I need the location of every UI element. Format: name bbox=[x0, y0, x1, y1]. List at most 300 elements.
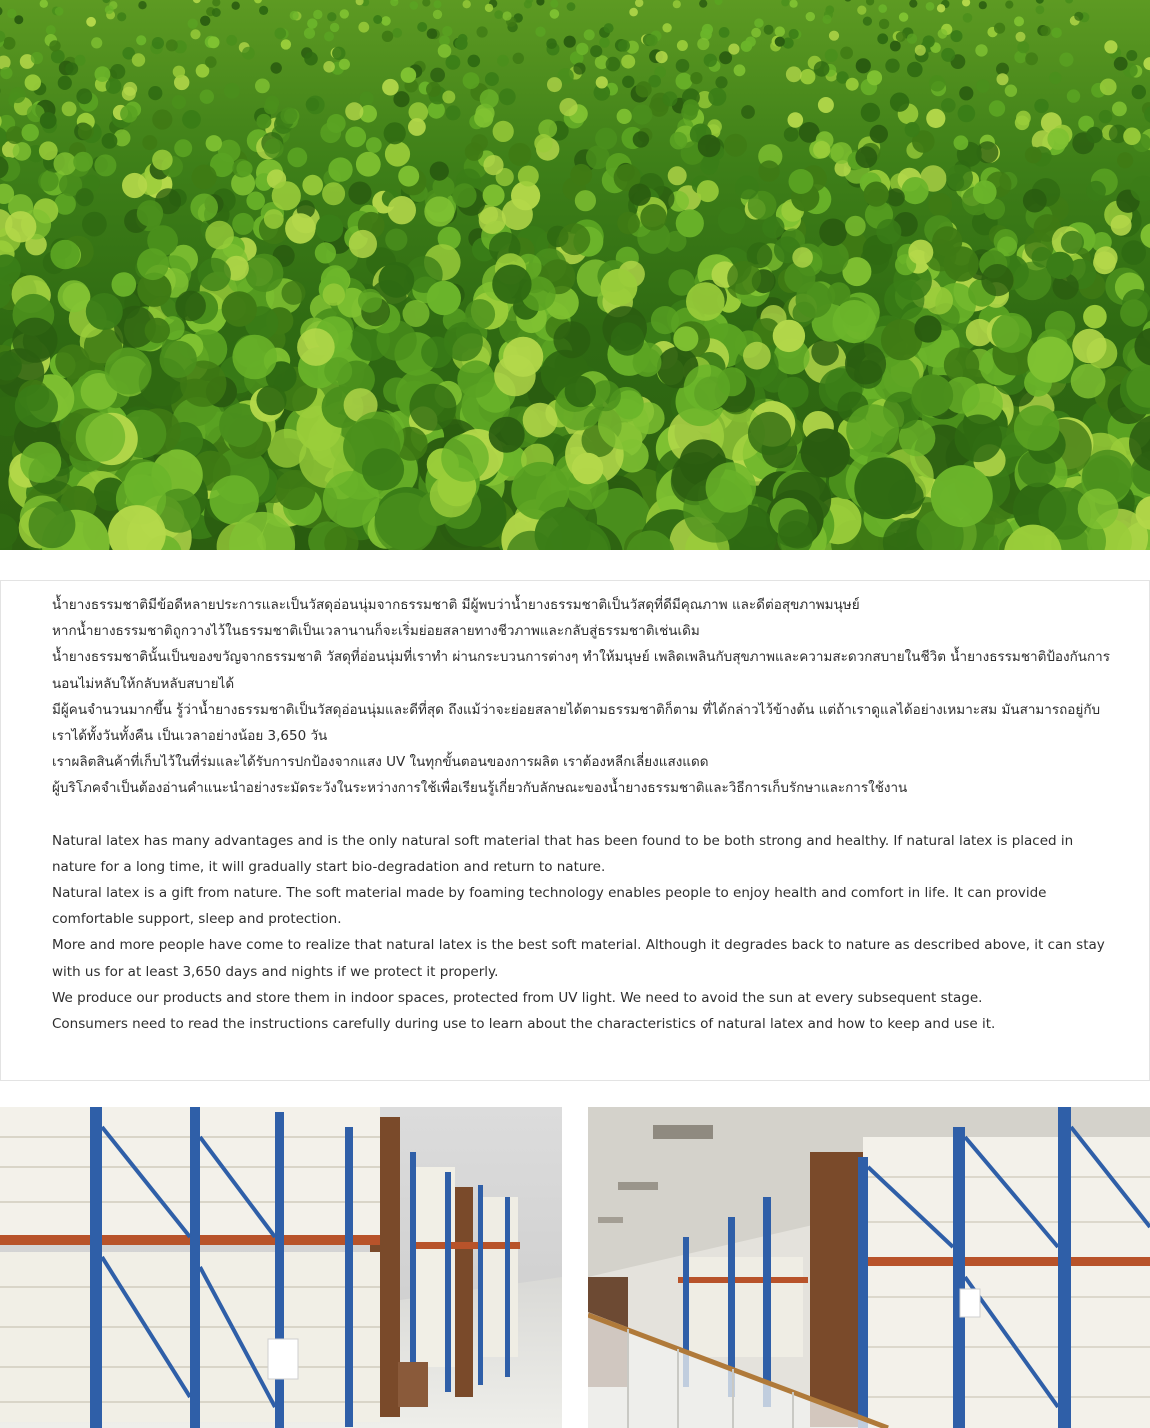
tree-crown bbox=[10, 87, 26, 103]
tree-crown bbox=[246, 192, 265, 211]
tree-crown bbox=[58, 280, 90, 312]
tree-crown bbox=[622, 76, 634, 88]
tree-crown bbox=[427, 28, 438, 39]
tree-crown bbox=[489, 417, 525, 453]
tree-crown bbox=[95, 66, 111, 82]
tree-crown bbox=[1086, 181, 1106, 201]
tree-crown bbox=[676, 209, 704, 237]
tree-crown bbox=[242, 47, 255, 60]
tree-crown bbox=[198, 258, 231, 291]
tree-crown bbox=[433, 10, 442, 19]
tree-crown bbox=[1117, 152, 1133, 168]
tree-crown bbox=[686, 282, 725, 321]
tree-crown bbox=[1143, 57, 1150, 70]
tree-crown bbox=[724, 134, 747, 157]
tree-crown bbox=[256, 385, 286, 415]
tree-crown bbox=[727, 261, 761, 295]
tree-crown bbox=[297, 328, 335, 366]
tree-crown bbox=[385, 141, 410, 166]
tree-crown bbox=[1126, 50, 1137, 61]
tree-crown bbox=[40, 112, 57, 129]
tree-crown bbox=[493, 121, 514, 142]
tree-crown bbox=[946, 165, 973, 192]
tree-crown bbox=[790, 0, 798, 8]
tree-crown bbox=[1025, 147, 1042, 164]
tree-crown bbox=[938, 29, 948, 39]
tree-crown bbox=[673, 326, 698, 351]
tree-crown bbox=[670, 132, 688, 150]
tree-crown bbox=[951, 30, 963, 42]
tree-crown bbox=[778, 509, 817, 548]
tree-crown bbox=[323, 61, 335, 73]
forest-hero-image bbox=[0, 0, 1150, 550]
tree-crown bbox=[907, 62, 923, 78]
tree-crown bbox=[388, 196, 416, 224]
tree-crown bbox=[0, 67, 12, 79]
tree-crown bbox=[29, 501, 76, 548]
tree-crown bbox=[483, 155, 503, 175]
tree-crown bbox=[224, 83, 240, 99]
tree-crown bbox=[915, 45, 926, 56]
tree-crown bbox=[232, 2, 240, 10]
tree-crown bbox=[327, 114, 346, 133]
thai-paragraph: ผู้บริโภคจำเป็นต้องอ่านคำแนะนำอย่างระมัดระวังในระหว่างการใช้เพื่อเรียนรู้เกี่ยวกับลักษณะของน้ำยางธรรมชาติและวิธีการเก็บรักษาและการใช้งาน bbox=[52, 780, 908, 797]
tree-crown bbox=[152, 109, 172, 129]
tree-crown bbox=[762, 216, 784, 238]
tree-crown bbox=[778, 377, 809, 408]
tree-crown bbox=[604, 23, 614, 33]
tree-crown bbox=[979, 1, 987, 9]
tree-crown bbox=[676, 59, 690, 73]
tree-crown bbox=[878, 4, 887, 13]
tree-crown bbox=[390, 0, 398, 6]
tree-crown bbox=[887, 188, 905, 206]
tree-crown bbox=[547, 77, 562, 92]
tree-crown bbox=[492, 265, 531, 304]
tree-crown bbox=[595, 128, 617, 150]
tree-crown bbox=[366, 137, 382, 153]
english-paragraph: We produce our products and store them in indoor spaces, protected from UV light. We need to avoid the sun at every subsequent stage. bbox=[52, 989, 983, 1006]
tree-crown bbox=[676, 73, 693, 90]
tree-crown bbox=[890, 41, 901, 52]
tree-crown bbox=[6, 126, 24, 144]
tree-crown bbox=[76, 188, 94, 206]
tree-crown bbox=[570, 164, 592, 186]
tree-crown bbox=[758, 160, 779, 181]
tree-crown bbox=[814, 61, 830, 77]
tree-crown bbox=[896, 32, 906, 42]
tree-crown bbox=[651, 306, 679, 334]
tree-crown bbox=[137, 248, 169, 280]
tree-crown bbox=[789, 169, 814, 194]
tree-crown bbox=[410, 1, 419, 10]
tree-crown bbox=[285, 213, 315, 243]
tree-crown bbox=[316, 215, 344, 243]
tree-crown bbox=[307, 18, 317, 28]
tree-crown bbox=[890, 93, 909, 112]
tree-crown bbox=[51, 50, 65, 64]
tree-crown bbox=[349, 230, 377, 258]
tree-crown bbox=[190, 194, 218, 222]
tree-crown bbox=[963, 13, 973, 23]
tree-crown bbox=[576, 43, 588, 55]
tree-crown bbox=[232, 335, 277, 380]
tree-crown bbox=[989, 100, 1005, 116]
tree-crown bbox=[409, 384, 456, 431]
tree-crown bbox=[345, 126, 366, 147]
tree-crown bbox=[1014, 405, 1060, 451]
tree-crown bbox=[94, 154, 116, 176]
tree-crown bbox=[923, 35, 935, 47]
tree-crown bbox=[166, 39, 178, 51]
tree-crown bbox=[474, 108, 493, 127]
tree-crown bbox=[379, 262, 415, 298]
tree-crown bbox=[621, 55, 635, 69]
tree-crown bbox=[567, 2, 576, 11]
tree-crown bbox=[811, 338, 839, 366]
tree-crown bbox=[677, 40, 688, 51]
tree-crown bbox=[259, 6, 268, 15]
tree-crown bbox=[1078, 489, 1119, 530]
tree-crown bbox=[553, 321, 590, 358]
tree-crown bbox=[54, 152, 77, 175]
tree-crown bbox=[360, 91, 374, 105]
tree-crown bbox=[925, 287, 953, 315]
tree-crown bbox=[254, 0, 262, 3]
tree-crown bbox=[534, 134, 552, 152]
description-panel bbox=[0, 580, 1150, 1081]
tree-crown bbox=[596, 76, 608, 88]
tree-crown bbox=[550, 0, 558, 8]
tree-crown bbox=[635, 0, 643, 7]
tree-crown bbox=[928, 193, 952, 217]
tree-crown bbox=[427, 281, 461, 315]
tree-crown bbox=[1059, 53, 1073, 67]
tree-crown bbox=[5, 211, 36, 242]
tree-crown bbox=[994, 23, 1005, 34]
tree-crown bbox=[905, 122, 920, 137]
tree-crown bbox=[668, 166, 687, 185]
tree-crown bbox=[430, 162, 449, 181]
tree-crown bbox=[55, 7, 64, 16]
tree-crown bbox=[46, 25, 56, 35]
tree-crown bbox=[801, 428, 850, 477]
tree-crown bbox=[889, 479, 924, 514]
tree-crown bbox=[1123, 128, 1141, 146]
tree-crown bbox=[382, 79, 399, 96]
tree-crown bbox=[741, 41, 752, 52]
tree-crown bbox=[49, 40, 60, 51]
thai-paragraph: เราผลิตสินค้าที่เก็บไว้ในที่ร่มและได้รับการปกป้องจากแสง UV ในทุกขั้นตอนของการผลิต เราต้องหลีกเลี่ยงแสงแดด bbox=[52, 754, 709, 771]
tree-crown bbox=[438, 44, 452, 58]
thai-paragraph: น้ำยางธรรมชาตินั้นเป็นของขวัญจากธรรมชาติ วัสดุที่อ่อนนุ่มที่เราทำ ผ่านกระบวนการต่างๆ ทำให้มนุษย์ เพลิดเพลินกับสุขภาพและความสะดวกสบายในชีวิต น้ำยางธรรมชาติป้องกันการนอนไม่หลับให้กลับหลับสบายได้ bbox=[52, 649, 1111, 692]
tree-crown bbox=[1093, 251, 1116, 274]
tree-crown bbox=[485, 72, 499, 86]
tree-crown bbox=[773, 320, 805, 352]
tree-crown bbox=[800, 69, 815, 84]
tree-crown bbox=[864, 182, 889, 207]
tree-crown bbox=[1061, 231, 1084, 254]
tree-crown bbox=[508, 143, 531, 166]
forest-canopy-illustration bbox=[0, 0, 1150, 550]
tree-crown bbox=[792, 247, 813, 268]
tree-crown bbox=[384, 122, 406, 144]
tree-crown bbox=[1015, 116, 1030, 131]
tree-crown bbox=[941, 48, 955, 62]
tree-crown bbox=[599, 37, 610, 48]
tree-crown bbox=[422, 0, 430, 7]
tree-crown bbox=[485, 4, 493, 12]
tree-crown bbox=[148, 86, 162, 100]
tree-crown bbox=[715, 76, 727, 88]
tree-crown bbox=[606, 57, 621, 72]
tree-crown bbox=[885, 58, 899, 72]
tree-crown bbox=[206, 135, 222, 151]
tree-crown bbox=[870, 125, 888, 143]
tree-crown bbox=[463, 0, 471, 8]
tree-crown bbox=[499, 88, 516, 105]
tree-crown bbox=[618, 40, 630, 52]
tree-crown bbox=[327, 12, 336, 21]
tree-crown bbox=[863, 17, 872, 26]
tree-crown bbox=[775, 26, 785, 36]
tree-crown bbox=[465, 143, 483, 161]
tree-crown bbox=[1016, 32, 1026, 42]
tree-crown bbox=[86, 17, 96, 27]
tree-crown bbox=[40, 0, 48, 8]
tree-crown bbox=[332, 47, 345, 60]
tree-crown bbox=[846, 78, 859, 91]
tree-crown bbox=[962, 0, 970, 7]
english-paragraph: More and more people have come to realize that natural latex is the best soft material. Although it degrades back to nature as described above, it can stay with us for at least 3,650 days and nights if we protect it properly. bbox=[52, 937, 1105, 980]
tree-crown bbox=[122, 173, 147, 198]
tree-crown bbox=[138, 1, 146, 9]
tree-crown bbox=[601, 269, 638, 306]
tree-crown bbox=[105, 348, 152, 395]
tree-crown bbox=[38, 171, 59, 192]
tree-crown bbox=[232, 213, 254, 235]
tree-crown bbox=[78, 124, 94, 140]
tree-crown bbox=[503, 337, 543, 377]
tree-crown bbox=[160, 341, 197, 378]
tree-crown bbox=[856, 58, 871, 73]
tree-crown bbox=[110, 64, 125, 79]
tree-crown bbox=[902, 177, 929, 204]
tree-crown bbox=[884, 280, 924, 320]
tree-crown bbox=[1100, 79, 1117, 96]
tree-crown bbox=[663, 91, 678, 106]
tree-crown bbox=[907, 34, 917, 44]
tree-crown bbox=[829, 31, 839, 41]
tree-crown bbox=[697, 180, 719, 202]
tree-crown bbox=[845, 216, 866, 237]
tree-crown bbox=[442, 91, 455, 104]
tree-crown bbox=[617, 109, 632, 124]
tree-crown bbox=[15, 385, 58, 428]
tree-crown bbox=[457, 360, 494, 397]
tree-crown bbox=[441, 434, 489, 482]
tree-crown bbox=[281, 39, 291, 49]
tree-crown bbox=[518, 166, 539, 187]
tree-crown bbox=[866, 0, 874, 6]
tree-crown bbox=[559, 223, 591, 255]
tree-crown bbox=[855, 146, 877, 168]
tree-crown bbox=[715, 0, 723, 5]
tree-crown bbox=[1120, 299, 1147, 326]
tree-crown bbox=[632, 104, 652, 124]
tree-crown bbox=[754, 18, 763, 27]
tree-crown bbox=[846, 404, 899, 457]
tree-crown bbox=[264, 209, 284, 229]
tree-crown bbox=[200, 90, 214, 104]
tree-crown bbox=[1047, 128, 1069, 150]
tree-crown bbox=[1083, 305, 1107, 329]
description-text bbox=[52, 592, 1114, 1037]
thai-paragraph: มีผู้คนจำนวนมากขึ้น รู้ว่าน้ำยางธรรมชาติเป็นวัสดุอ่อนนุ่มและดีที่สุด ถึงแม้ว่าจะย่อยสลายได้ตามธรรมชาติก็ตาม ที่ได้กล่าวไว้ข้างต้น แต่ถ้าเราดูแลได้อย่างเหมาะสม มันสามารถอยู่กับเราได้ทั้งวันทั้งคืน เป็นเวลาอย่างน้อย 3,650 วัน bbox=[52, 701, 1101, 745]
tree-crown bbox=[287, 147, 307, 167]
tree-crown bbox=[480, 89, 499, 108]
tree-crown bbox=[806, 12, 815, 21]
tree-crown bbox=[899, 12, 908, 21]
tree-crown bbox=[182, 110, 201, 129]
tree-crown bbox=[76, 88, 92, 104]
tree-crown bbox=[524, 0, 532, 8]
tree-crown bbox=[282, 281, 306, 305]
tree-crown bbox=[382, 31, 393, 42]
tree-crown bbox=[861, 103, 880, 122]
tree-crown bbox=[330, 23, 339, 32]
tree-crown bbox=[275, 28, 287, 40]
tree-crown bbox=[106, 78, 122, 94]
tree-crown bbox=[463, 72, 480, 89]
tree-crown bbox=[14, 15, 23, 24]
tree-crown bbox=[446, 105, 461, 120]
tree-crown bbox=[58, 76, 72, 90]
tree-crown bbox=[322, 182, 345, 205]
tree-crown bbox=[20, 442, 61, 483]
tree-crown bbox=[1111, 215, 1132, 236]
tree-crown bbox=[494, 10, 503, 19]
tree-crown bbox=[280, 107, 297, 124]
tree-crown bbox=[629, 184, 651, 206]
tree-crown bbox=[393, 91, 409, 107]
tree-crown bbox=[845, 343, 886, 384]
tree-crown bbox=[879, 19, 889, 29]
tree-crown bbox=[640, 204, 667, 231]
tree-crown bbox=[417, 22, 427, 32]
tree-crown bbox=[1067, 89, 1080, 102]
tree-crown bbox=[867, 70, 882, 85]
tree-crown bbox=[264, 138, 284, 158]
thai-paragraph: หากน้ำยางธรรมชาติถูกวางไว้ในธรรมชาติเป็นเวลานานก็จะเริ่มย่อยสลายทางชีวภาพและกลับสู่ธรรมชาติเช่นเดิม bbox=[52, 623, 700, 640]
tree-crown bbox=[102, 133, 118, 149]
tree-crown bbox=[302, 175, 323, 196]
tree-crown bbox=[430, 68, 445, 83]
tree-crown bbox=[193, 0, 201, 3]
tree-crown bbox=[822, 15, 831, 24]
tree-crown bbox=[1074, 12, 1083, 21]
tree-crown bbox=[455, 37, 468, 50]
tree-crown bbox=[65, 62, 78, 75]
tree-crown bbox=[909, 0, 917, 8]
tree-crown bbox=[565, 376, 596, 407]
tree-crown bbox=[256, 114, 271, 129]
tree-crown bbox=[120, 105, 138, 123]
tree-crown bbox=[751, 28, 761, 38]
tree-crown bbox=[656, 51, 668, 63]
tree-crown bbox=[546, 38, 557, 49]
tree-crown bbox=[857, 6, 866, 15]
tree-crown bbox=[976, 79, 990, 93]
tree-crown bbox=[697, 38, 709, 50]
tree-crown bbox=[328, 157, 352, 181]
tree-crown bbox=[424, 196, 454, 226]
tree-crown bbox=[789, 29, 799, 39]
tree-crown bbox=[1046, 252, 1073, 279]
tree-crown bbox=[398, 166, 419, 187]
tree-crown bbox=[255, 79, 270, 94]
tree-crown bbox=[426, 82, 441, 97]
tree-crown bbox=[22, 124, 39, 141]
tree-crown bbox=[734, 64, 746, 76]
tree-crown bbox=[690, 72, 702, 84]
tree-crown bbox=[136, 35, 146, 45]
tree-crown bbox=[698, 135, 721, 158]
tree-crown bbox=[662, 23, 671, 32]
tree-crown bbox=[105, 5, 114, 14]
tree-crown bbox=[813, 141, 830, 158]
tree-crown bbox=[784, 127, 799, 142]
tree-crown bbox=[564, 36, 576, 48]
tree-crown bbox=[718, 207, 745, 234]
tree-crown bbox=[408, 118, 426, 136]
tree-crown bbox=[1014, 16, 1024, 26]
tree-crown bbox=[764, 25, 774, 35]
tree-crown bbox=[1017, 41, 1029, 53]
tree-crown bbox=[1065, 0, 1073, 4]
tree-crown bbox=[1072, 329, 1106, 363]
tree-crown bbox=[1104, 40, 1117, 53]
tree-crown bbox=[646, 35, 658, 47]
tree-crown bbox=[1132, 85, 1146, 99]
tree-crown bbox=[629, 8, 638, 17]
tree-crown bbox=[931, 465, 993, 527]
tree-crown bbox=[340, 9, 349, 18]
tree-crown bbox=[39, 141, 58, 160]
tree-crown bbox=[958, 105, 976, 123]
tree-crown bbox=[523, 403, 558, 438]
tree-crown bbox=[55, 344, 90, 379]
tree-crown bbox=[1049, 72, 1061, 84]
tree-crown bbox=[981, 264, 1013, 296]
tree-crown bbox=[973, 180, 997, 204]
tree-crown bbox=[222, 291, 257, 326]
tree-crown bbox=[702, 24, 713, 35]
tree-crown bbox=[73, 152, 93, 172]
tree-crown bbox=[392, 28, 402, 38]
tree-crown bbox=[304, 52, 318, 66]
tree-crown bbox=[708, 88, 726, 106]
tree-crown bbox=[345, 102, 363, 120]
tree-crown bbox=[190, 29, 200, 39]
tree-crown bbox=[840, 47, 853, 60]
tree-crown bbox=[941, 98, 956, 113]
tree-crown bbox=[911, 374, 953, 416]
tree-crown bbox=[1005, 1, 1013, 9]
tree-crown bbox=[117, 12, 126, 21]
tree-crown bbox=[290, 11, 299, 20]
tree-crown bbox=[1099, 110, 1113, 124]
